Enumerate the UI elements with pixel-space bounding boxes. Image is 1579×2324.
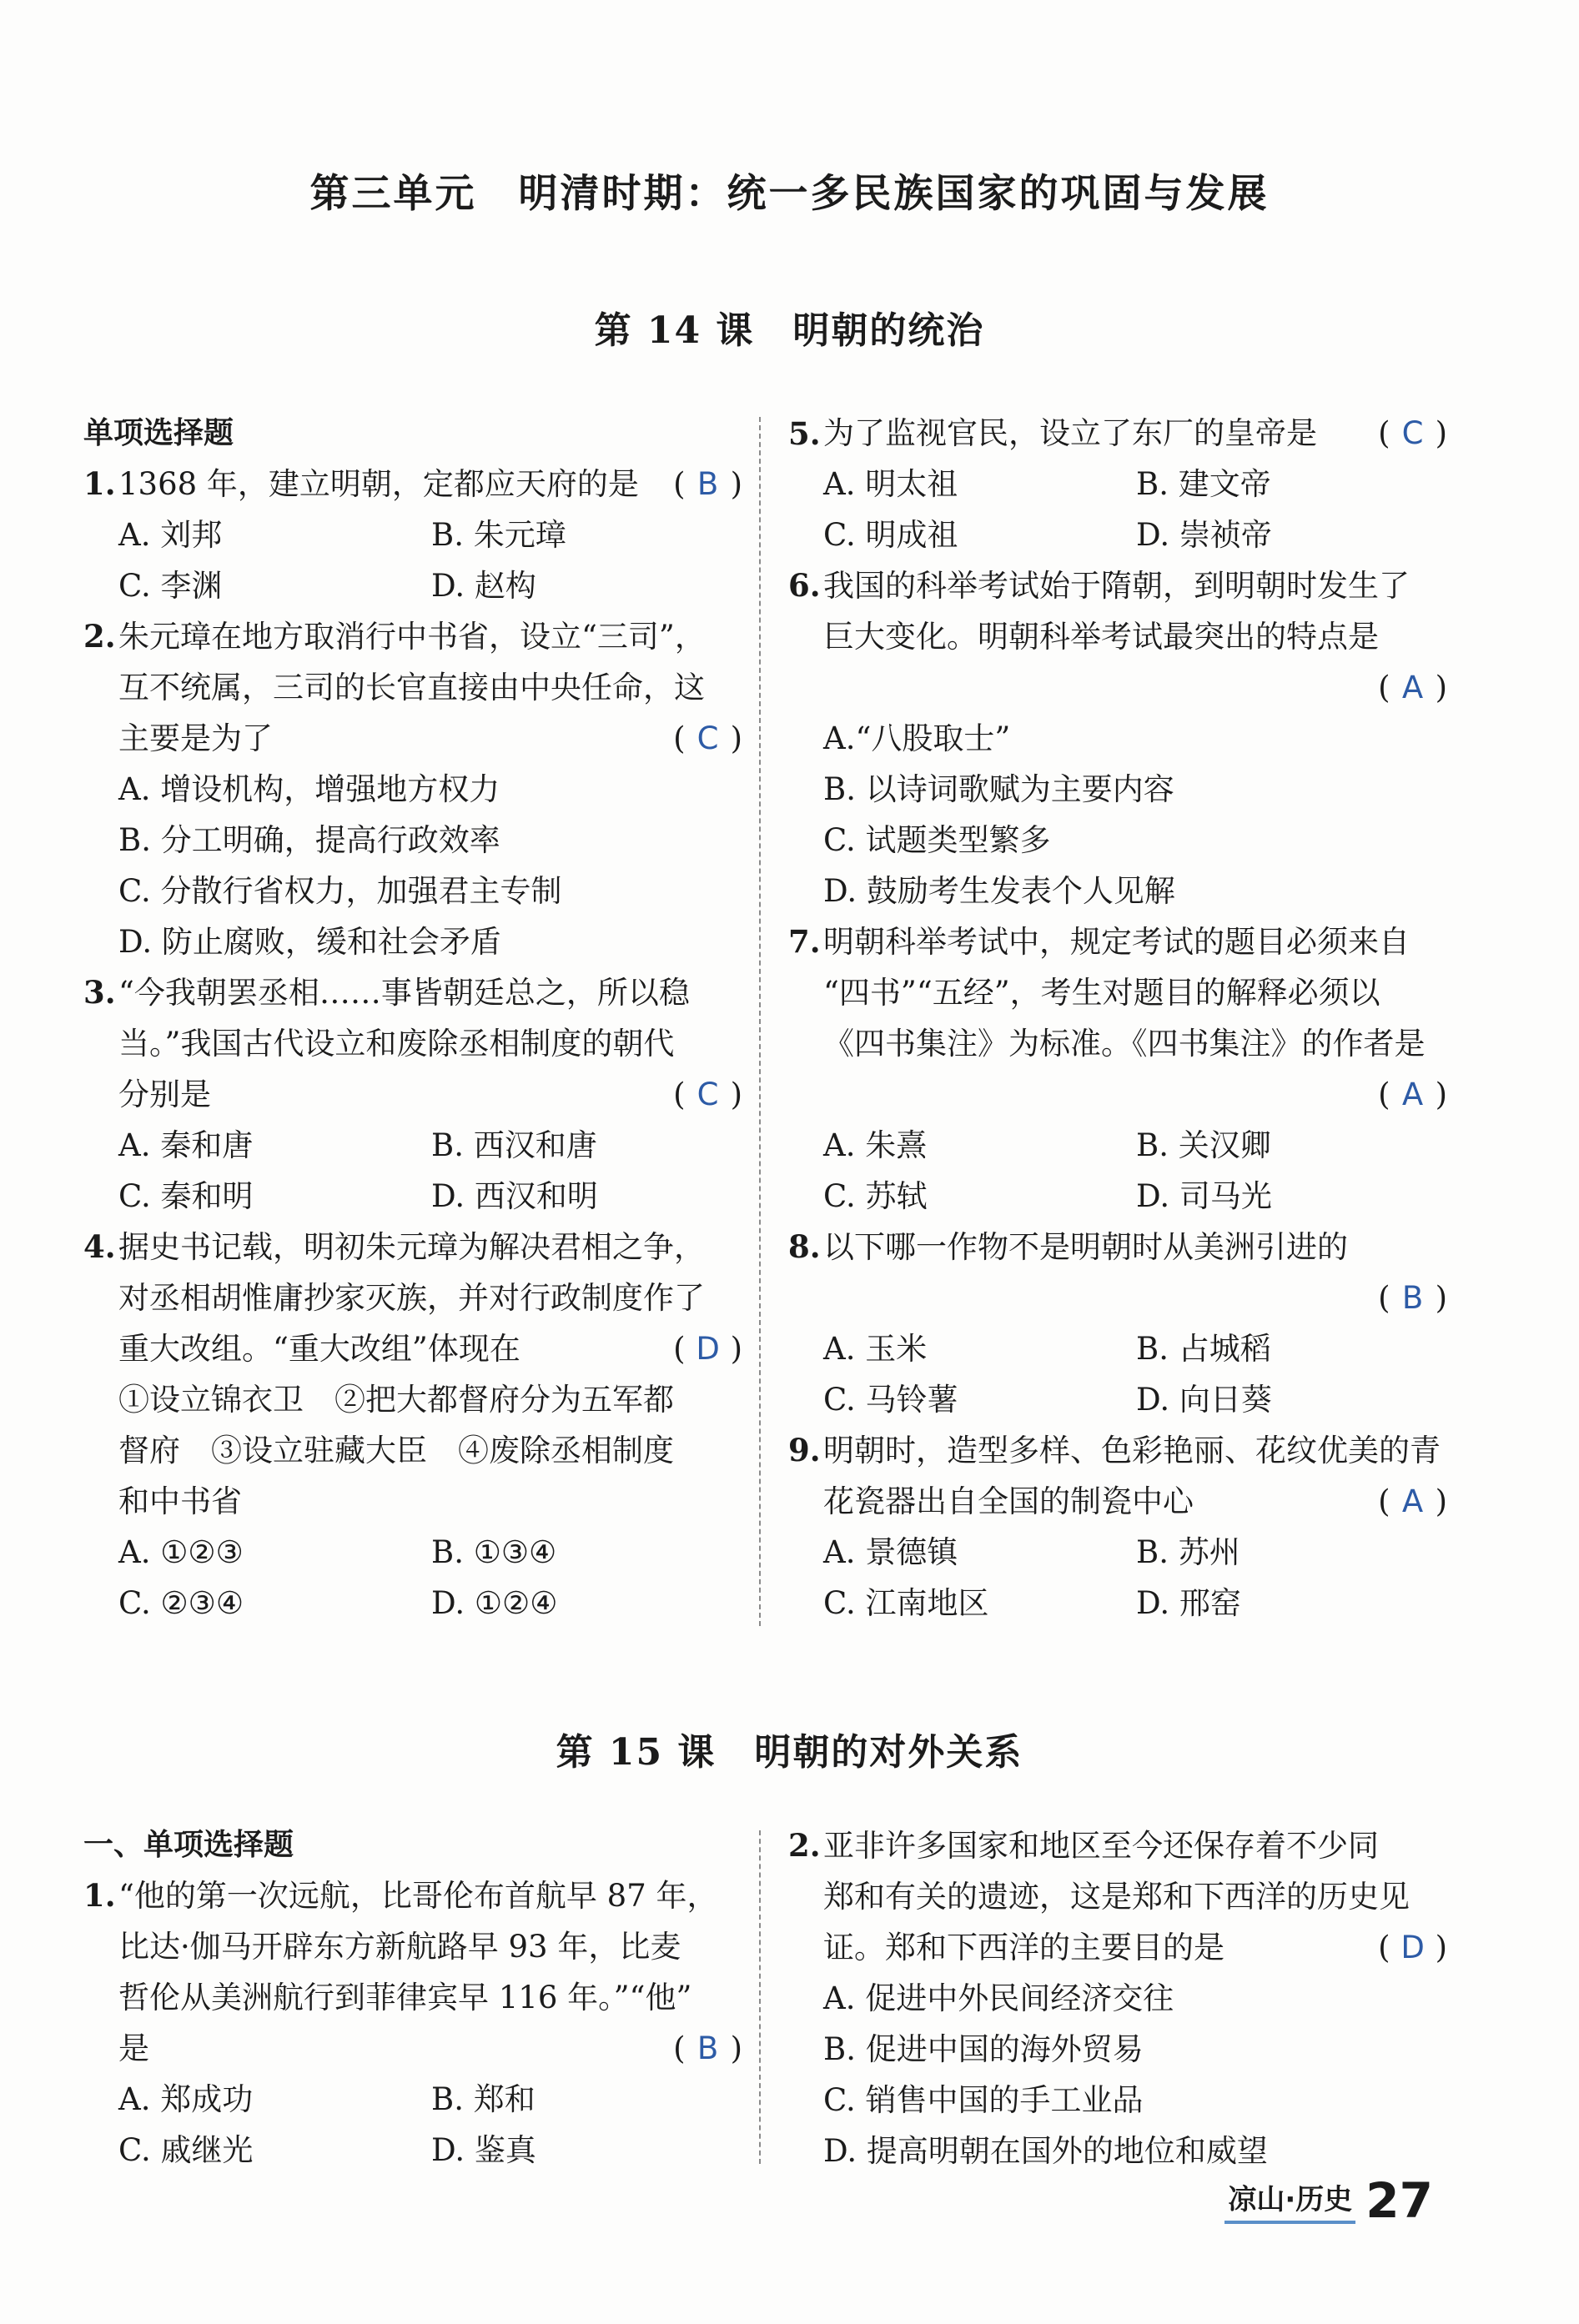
page-footer [1224, 2172, 1433, 2229]
option-b: B. 苏州 [1136, 1534, 1240, 1570]
answer-letter: B [1401, 1280, 1424, 1316]
question-2: 2. 亚非许多国家和地区至今还保存着不少同 [788, 1827, 1379, 1864]
option-c: C. 苏轼 [823, 1178, 928, 1214]
answer-bracket: ( A ) [1378, 1476, 1447, 1527]
page-number: 27 [1365, 2172, 1433, 2229]
options [83, 764, 742, 967]
option-d: D. 崇祯帝 [1136, 517, 1272, 553]
question-7: 7. 明朝科举考试中，规定考试的题目必须来自 [788, 923, 1410, 960]
answer-letter: A [1401, 670, 1424, 705]
question-6: 6. 我国的科举考试始于隋朝，到明朝时发生了 [788, 567, 1410, 604]
option-c: C. 戚继光 [118, 2132, 254, 2168]
option-a: A. ①②③ [118, 1534, 244, 1570]
option-d: D. 西汉和明 [431, 1178, 598, 1214]
question-text-line: 巨大变化。明朝科举考试最突出的特点是 [823, 619, 1379, 655]
question-text-line: 分别是 ( C ) [83, 1069, 742, 1120]
options [788, 1323, 1447, 1425]
question-1: 1. “他的第一次远航，比哥伦布首航早 87 年， [83, 1877, 718, 1914]
option-d: D. 向日葵 [1136, 1382, 1272, 1418]
question-8: 8. 以下哪一作物不是明朝时从美洲引进的 [788, 1228, 1348, 1265]
question-text-line: 互不统属，三司的长官直接由中央任命，这 [118, 670, 705, 705]
book-label: 凉山·历史 [1224, 2176, 1355, 2224]
answer-bracket: ( C ) [673, 1069, 742, 1120]
question-text-line: 证。郑和下西洋的主要目的是 ( D ) [788, 1922, 1447, 1973]
answer-letter: C [696, 1077, 719, 1112]
option-d: D. 赵构 [431, 568, 536, 604]
answer-letter: D [1400, 1930, 1425, 1965]
options [788, 1527, 1447, 1629]
question-text-line: 主要是为了 ( C ) [83, 713, 742, 764]
answer-letter: C [1401, 415, 1424, 451]
option-a: A. 明太祖 [823, 466, 958, 502]
answer-bracket: ( C ) [673, 713, 742, 764]
options [83, 509, 742, 611]
question-5: 5. 为了监视官民，设立了东厂的皇帝是 ( C ) [788, 409, 1447, 459]
answer-bracket: ( A ) [1378, 1069, 1447, 1120]
question-text-line: 是 ( B ) [83, 2023, 742, 2074]
question-text-line: 督府 ③设立驻藏大臣 ④废除丞相制度 [118, 1433, 674, 1468]
answer-line [788, 662, 1447, 713]
option-c: C. 销售中国的手工业品 [823, 2082, 1144, 2118]
option-a: A. 景德镇 [823, 1534, 958, 1570]
option-c: C. 李渊 [118, 568, 223, 604]
option-b: B. 分工明确，提高行政效率 [118, 822, 500, 858]
option-c: C. ②③④ [118, 1585, 244, 1621]
option-d: D. 防止腐败，缓和社会矛盾 [118, 924, 501, 960]
options [788, 459, 1447, 560]
question-4: 4. 据史书记载，明初朱元璋为解决君相之争， [83, 1228, 705, 1265]
option-d: D. ①②④ [431, 1585, 558, 1621]
lesson-15-title: 第 15 课 明朝的对外关系 [556, 1731, 1023, 1774]
question-2: 2. 朱元璋在地方取消行中书省，设立“三司”， [83, 618, 706, 655]
option-b: B. 西汉和唐 [431, 1127, 597, 1163]
option-a: A. 玉米 [823, 1331, 928, 1367]
question-text-line: 郑和有关的遗迹，这是郑和下西洋的历史见 [823, 1879, 1410, 1915]
option-a: A. 刘邦 [118, 517, 223, 553]
option-a: A.“八股取士” [823, 720, 1011, 756]
section-heading: 一、单项选择题 [83, 1828, 294, 1862]
column-divider [759, 1830, 761, 2164]
answer-letter: C [696, 720, 719, 756]
answer-bracket: ( B ) [673, 459, 742, 509]
answer-letter: A [1401, 1483, 1424, 1519]
option-b: B. 郑和 [431, 2081, 536, 2117]
column-divider [759, 417, 761, 1626]
option-a: A. 朱熹 [823, 1127, 928, 1163]
answer-letter: B [696, 2030, 719, 2066]
answer-bracket: ( D ) [1378, 1922, 1447, 1973]
section-heading: 单项选择题 [83, 416, 234, 450]
question-text-line: 花瓷器出自全国的制瓷中心 ( A ) [788, 1476, 1447, 1527]
question-text-line: 和中书省 [118, 1483, 242, 1519]
option-a: A. 增设机构，增强地方权力 [118, 771, 500, 807]
option-d: D. 鉴真 [431, 2132, 536, 2168]
lesson-14-left-column [83, 409, 742, 1629]
option-a: A. 秦和唐 [118, 1127, 254, 1163]
option-b: B. 占城稻 [1136, 1331, 1271, 1367]
options [788, 1973, 1447, 2176]
option-b: B. 以诗词歌赋为主要内容 [823, 771, 1174, 807]
answer-letter: B [696, 466, 719, 502]
option-b: B. 关汉卿 [1136, 1127, 1271, 1163]
answer-letter: A [1401, 1077, 1424, 1112]
question-text-line: 当。”我国古代设立和废除丞相制度的朝代 [118, 1026, 675, 1062]
answer-line [788, 1069, 1447, 1120]
option-a: A. 郑成功 [118, 2081, 254, 2117]
option-d: D. 司马光 [1136, 1178, 1272, 1214]
options [788, 713, 1447, 916]
lesson-15-right-column [788, 1820, 1447, 2176]
question-text-line: 《四书集注》为标准。《四书集注》的作者是 [823, 1026, 1426, 1062]
options [83, 1527, 742, 1629]
lesson-15-left-column [83, 1820, 742, 2176]
question-text-line: “四书”“五经”，考生对题目的解释必须以 [823, 975, 1380, 1011]
question-text-line: 哲伦从美洲航行到菲律宾早 116 年。”“他” [118, 1980, 692, 2015]
answer-bracket: ( B ) [1378, 1272, 1447, 1323]
lesson-14-title: 第 14 课 明朝的统治 [594, 309, 985, 352]
option-d: D. 鼓励考生发表个人见解 [823, 873, 1175, 909]
answer-bracket: ( D ) [673, 1323, 742, 1374]
question-text-line: 对丞相胡惟庸抄家灭族，并对行政制度作了 [118, 1280, 705, 1316]
option-b: B. 朱元璋 [431, 517, 566, 553]
option-c: C. 试题类型繁多 [823, 822, 1051, 858]
options [788, 1120, 1447, 1222]
option-a: A. 促进中外民间经济交往 [823, 1980, 1174, 2016]
option-d: D. 提高明朝在国外的地位和威望 [823, 2133, 1268, 2169]
options [83, 1120, 742, 1222]
options [83, 2074, 742, 2176]
answer-bracket: ( B ) [673, 2023, 742, 2074]
lesson-14-right-column [788, 409, 1447, 1629]
unit-title: 第三单元 明清时期：统一多民族国家的巩固与发展 [309, 171, 1270, 217]
option-c: C. 秦和明 [118, 1178, 254, 1214]
option-c: C. 江南地区 [823, 1585, 989, 1621]
answer-bracket: ( A ) [1378, 662, 1447, 713]
option-d: D. 邢窑 [1136, 1585, 1241, 1621]
option-c: C. 明成祖 [823, 517, 958, 553]
question-3: 3. “今我朝罢丞相……事皆朝廷总之，所以稳 [83, 974, 690, 1011]
question-9: 9. 明朝时，造型多样、色彩艳丽、花纹优美的青 [788, 1432, 1441, 1468]
option-b: B. 建文帝 [1136, 466, 1271, 502]
question-text-line: ①设立锦衣卫 ②把大都督府分为五军都 [118, 1382, 674, 1418]
answer-letter: D [696, 1331, 720, 1367]
answer-bracket: ( C ) [1378, 409, 1447, 459]
answer-line [788, 1272, 1447, 1323]
question-1: 1. 1368 年，建立明朝，定都应天府的是 ( B ) [83, 459, 742, 509]
option-b: B. ①③④ [431, 1534, 557, 1570]
option-c: C. 马铃薯 [823, 1382, 958, 1418]
question-text-line: 比达·伽马开辟东方新航路早 93 年，比麦 [118, 1929, 681, 1965]
question-text-line: 重大改组。“重大改组”体现在 ( D ) [83, 1323, 742, 1374]
option-c: C. 分散行省权力，加强君主专制 [118, 873, 562, 909]
option-b: B. 促进中国的海外贸易 [823, 2031, 1144, 2067]
